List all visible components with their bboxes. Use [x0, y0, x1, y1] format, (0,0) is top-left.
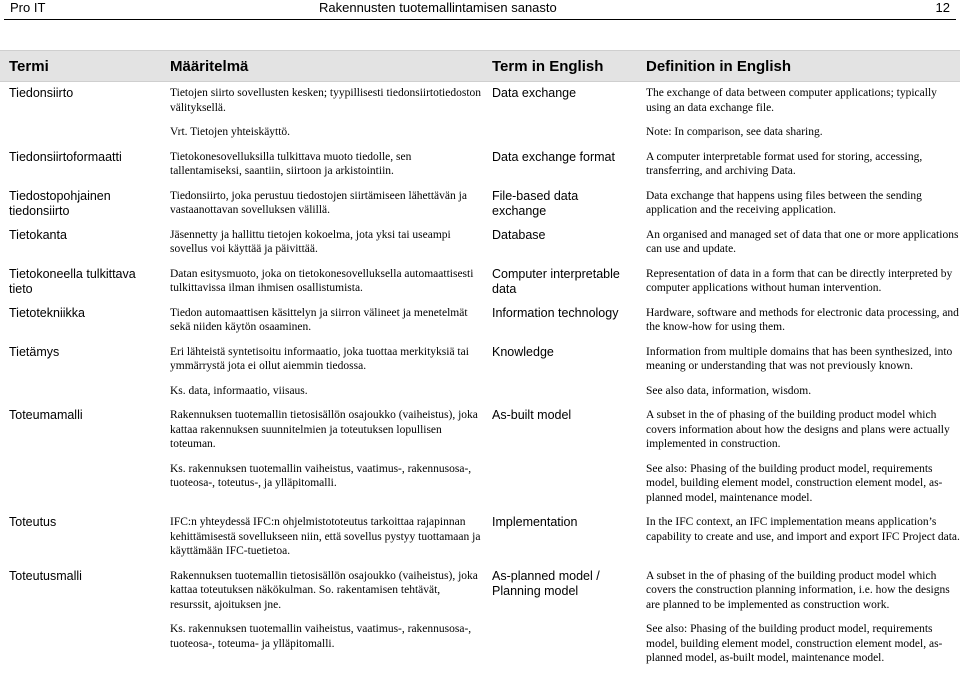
- definition-cell-paragraph: Ks. data, informaatio, viisaus.: [170, 384, 308, 397]
- definition-en-cell-paragraph: Representation of data in a form that can be directly interpreted by computer applications without human intervention.: [646, 267, 953, 294]
- term-cell: Tietotekniikka: [9, 305, 85, 320]
- header-rule: [4, 19, 956, 20]
- table-row: [0, 189, 960, 228]
- definition-en-cell: [635, 306, 960, 345]
- header-title: Rakennusten tuotemallintamisen sanasto: [319, 0, 557, 15]
- definition-cell: [160, 515, 484, 569]
- column-header-definition-en: Definition in English: [646, 58, 791, 75]
- term-en-cell: As-planned model / Planning model: [492, 568, 600, 598]
- term-en-cell: Implementation: [492, 515, 578, 529]
- definition-en-cell-paragraph: A subset in the of phasing of the building product model which covers the construction planning information, i.e. how the designs are planned to be implemented as construction work.: [646, 569, 950, 611]
- table-row: [0, 306, 960, 345]
- definition-en-cell-paragraph: Information from multiple domains that has been synthesized, into meaning or understanding that was not previously known.: [646, 345, 953, 372]
- definition-en-cell-paragraph: See also: Phasing of the building product model, requirements model, building element model, construction element model, as-planned model, as-built model, maintenance model.: [646, 623, 943, 664]
- definition-en-cell: [635, 189, 960, 228]
- term-en-cell: Computer interpretable data: [492, 266, 620, 296]
- column-header-term: Termi: [9, 58, 49, 75]
- definition-en-cell-paragraph: The exchange of data between computer applications; typically using an data exchange file.: [646, 87, 937, 114]
- definition-en-cell: [635, 228, 960, 267]
- definition-cell-paragraph: Rakennuksen tuotemallin tietosisällön osajoukko (vaiheistus), joka kattaa rakennuksen suunnitelmien ja toteutuksen lopullisen toteuman.: [170, 409, 478, 450]
- definition-cell: [160, 345, 484, 409]
- definition-cell: [160, 228, 484, 267]
- term-cell: Toteumamalli: [9, 408, 83, 422]
- column-header-definition: Määritelmä: [170, 58, 249, 75]
- definition-cell: [160, 86, 484, 150]
- table-header: [0, 50, 960, 82]
- definition-cell: [160, 408, 484, 515]
- term-en-cell: Data exchange format: [492, 149, 615, 164]
- table-row: [0, 86, 960, 150]
- definition-cell-paragraph: Eri lähteistä syntetisoitu informaatio, joka tuottaa merkityksiä tai ymmärrystä jota ei ollut aiemmin tiedossa.: [170, 345, 469, 372]
- term-en-cell: Information technology: [492, 305, 619, 320]
- definition-cell: [160, 569, 484, 676]
- definition-cell-paragraph: IFC:n yhteydessä IFC:n ohjelmistototeutus tarkoittaa rajapinnan kehittämisestä sovellukseen niin, että sovellus pystyy tuottamaan ja käyttämään IFC-tuetietoa.: [170, 516, 481, 557]
- term-en-cell: Knowledge: [492, 344, 554, 359]
- definition-en-cell-paragraph: Data exchange that happens using files between the sending application and the receiving application.: [646, 189, 922, 216]
- definition-en-cell-paragraph: Hardware, software and methods for electronic data processing, and the know-how for using them.: [646, 306, 959, 333]
- definition-cell: [160, 306, 484, 345]
- table-row: [0, 345, 960, 409]
- table-row: [0, 408, 960, 515]
- definition-cell: [160, 150, 484, 189]
- definition-en-cell-paragraph: An organised and managed set of data that one or more applications can use and update.: [646, 228, 959, 255]
- table-row: [0, 228, 960, 267]
- definition-cell-paragraph: Datan esitysmuoto, joka on tietokonesovelluksella automaattisesti tulkittavissa ilman ihmisen osallistumista.: [170, 267, 474, 294]
- column-header-term-en: Term in English: [492, 58, 604, 75]
- term-cell: Toteutusmalli: [9, 568, 82, 583]
- definition-en-cell: [635, 150, 960, 189]
- term-en-cell: As-built model: [492, 408, 572, 422]
- definition-cell: [160, 267, 484, 306]
- term-cell: Tiedostopohjainen tiedonsiirto: [9, 188, 111, 218]
- definition-cell-paragraph: Vrt. Tietojen yhteiskäyttö.: [170, 126, 291, 138]
- term-cell: Tietokoneella tulkittava tieto: [9, 266, 136, 296]
- table-row: [0, 267, 960, 306]
- definition-en-cell-paragraph: See also: Phasing of the building product model, requirements model, building element model, construction element model, as-planned model, maintenance model.: [646, 462, 943, 504]
- glossary-table: [0, 86, 960, 676]
- definition-en-cell: [635, 515, 960, 569]
- definition-cell-paragraph: Ks. rakennuksen tuotemallin vaiheistus, vaatimus-, rakennusosa-, tuoteosa-, toteutus-, ja ylläpitomalli.: [170, 462, 472, 489]
- page-number: 12: [935, 0, 950, 15]
- term-cell: Tietämys: [9, 344, 60, 359]
- definition-cell-paragraph: Ks. rakennuksen tuotemallin vaiheistus, vaatimus-, rakennusosa-, tuoteosa-, toteuma- ja ylläpitomalli.: [170, 623, 472, 650]
- definition-cell-paragraph: Jäsennetty ja hallittu tietojen kokoelma, jota yksi tai useampi sovellus voi käyttää ja päivittää.: [170, 228, 451, 255]
- definition-cell: [160, 189, 484, 228]
- definition-en-cell: [635, 267, 960, 306]
- term-cell: Tiedonsiirtoformaatti: [9, 149, 122, 164]
- term-en-cell: Database: [492, 227, 546, 242]
- definition-en-cell-paragraph: A computer interpretable format used for storing, accessing, transferring, and archiving Data.: [646, 150, 923, 177]
- term-cell: Tietokanta: [9, 227, 67, 242]
- term-en-cell: File-based data exchange: [492, 188, 579, 218]
- definition-cell-paragraph: Rakennuksen tuotemallin tietosisällön osajoukko (vaiheistus), joka kattaa toteutuksen näkökulman. So. rakentamisen tehtävät, resurssit, ajoituksen jne.: [170, 569, 478, 611]
- definition-en-cell: [635, 86, 960, 150]
- term-en-cell: Data exchange: [492, 86, 577, 100]
- term-cell: Tiedonsiirto: [9, 86, 74, 100]
- definition-en-cell: [635, 569, 960, 676]
- definition-en-cell-paragraph: In the IFC context, an IFC implementation means application’s capability to create and use, and import and export IFC Project data.: [646, 516, 960, 543]
- header-left: Pro IT: [10, 0, 46, 15]
- table-row: [0, 569, 960, 676]
- definition-en-cell: [635, 345, 960, 409]
- definition-cell-paragraph: Tietojen siirto sovellusten kesken; tyypillisesti tiedonsiirtotiedoston välityksellä.: [170, 87, 482, 114]
- table-row: [0, 150, 960, 189]
- definition-en-cell-paragraph: A subset in the of phasing of the building product model which covers information about how the designs and plans were actually implemented in construction.: [646, 409, 950, 450]
- table-row: [0, 515, 960, 569]
- definition-cell-paragraph: Tiedonsiirto, joka perustuu tiedostojen siirtämiseen lähettävän ja vastaanottavan sovelluksen välillä.: [170, 189, 467, 216]
- definition-cell-paragraph: Tietokonesovelluksilla tulkittava muoto tiedolle, sen tallentamiseksi, saantiin, siirtoon ja arkistointiin.: [170, 150, 412, 177]
- definition-en-cell-paragraph: See also data, information, wisdom.: [646, 384, 812, 397]
- term-cell: Toteutus: [9, 515, 57, 529]
- definition-cell-paragraph: Tiedon automaattisen käsittelyn ja siirron välineet ja menetelmät sekä niiden käytön osaaminen.: [170, 306, 468, 333]
- definition-en-cell-paragraph: Note: In comparison, see data sharing.: [646, 126, 823, 138]
- definition-en-cell: [635, 408, 960, 515]
